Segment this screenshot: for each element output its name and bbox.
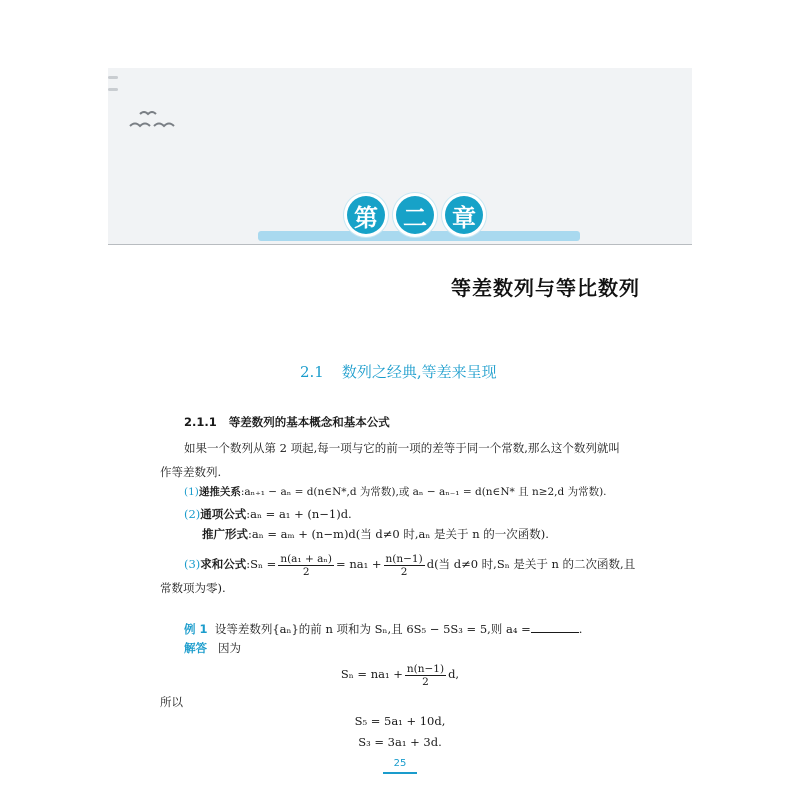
formula-rhs: d, [448,667,460,681]
example-question [184,620,582,637]
chapter-title: 等差数列与等比数列 [451,276,640,300]
formula-fraction [405,663,446,688]
sum-mid: = na₁ + [336,557,382,571]
subsection-title [184,414,390,430]
answer-blank [531,620,579,633]
item-number: (3) [184,557,201,571]
sum-fraction-1 [278,553,334,578]
item-text: :aₙ₊₁ − aₙ = d(n∈N*,d 为常数),或 aₙ − aₙ₋₁ = d(n∈N* 且 n≥2,d 为常数). [240,486,607,498]
item-number: (2) [184,507,201,521]
item-sum-formula [184,550,635,578]
example-question-end: . [578,622,583,636]
sum-lhs: :Sₙ = [246,557,277,571]
solution-line [184,640,241,656]
definition-line-2: 作等差数列. [160,465,222,479]
decorative-line [108,88,118,91]
chapter-char-2: 二 [396,196,434,234]
example-label: 例 1 [184,622,208,636]
item-sum-formula-line-2: 常数项为零). [160,581,226,595]
item-generalized-form [202,526,549,542]
sum-fraction-2 [384,553,425,578]
fraction-denominator: 2 [302,565,310,578]
solution-intro: 因为 [217,641,241,655]
page-number-underline [383,772,417,774]
fraction-denominator: 2 [422,675,429,688]
birds-icon [128,108,188,136]
item-number: (1) [184,486,199,498]
fraction-numerator: n(a₁ + aₙ) [280,552,333,565]
solution-label: 解答 [184,641,207,655]
formula-lhs: Sₙ = na₁ + [340,667,403,681]
fraction-numerator: n(n−1) [385,552,423,565]
item-label: 通项公式 [200,507,247,521]
fraction-denominator: 2 [400,565,408,578]
so-text: 所以 [160,695,183,709]
subsection-title-text: 等差数列的基本概念和基本公式 [228,415,390,429]
item-text: :aₙ = aₘ + (n−m)d(当 d≠0 时,aₙ 是关于 n 的一次函数). [248,527,549,541]
decorative-line [108,76,118,79]
page-number: 25 [393,758,407,769]
item-label: 推广形式 [202,527,248,541]
chapter-char-1: 第 [347,196,385,234]
s5-formula: S₅ = 5a₁ + 10d, [354,714,446,728]
section-title-text: 数列之经典,等差来呈现 [341,363,497,381]
section-title [300,361,497,382]
solution-formula [0,660,800,688]
item-label: 递推关系 [198,486,241,498]
subsection-number: 2.1.1 [184,415,217,429]
s3-formula: S₃ = 3a₁ + 3d. [358,735,442,749]
section-number: 2.1 [300,363,324,381]
sum-rest: d(当 d≠0 时,Sₙ 是关于 n 的二次函数,且 [426,557,636,571]
item-label: 求和公式 [200,557,247,571]
item-recurrence [184,484,607,500]
chapter-char-3: 章 [445,196,483,234]
example-question-text: 设等差数列{aₙ}的前 n 项和为 Sₙ,且 6S₅ − 5S₃ = 5,则 a₄ = [214,622,531,636]
fraction-numerator: n(n−1) [406,662,445,675]
item-general-term [184,506,352,522]
definition-line-1: 如果一个数列从第 2 项起,每一项与它的前一项的差等于同一个常数,那么这个数列就叫 [184,441,620,455]
item-text: :aₙ = a₁ + (n−1)d. [246,507,352,521]
